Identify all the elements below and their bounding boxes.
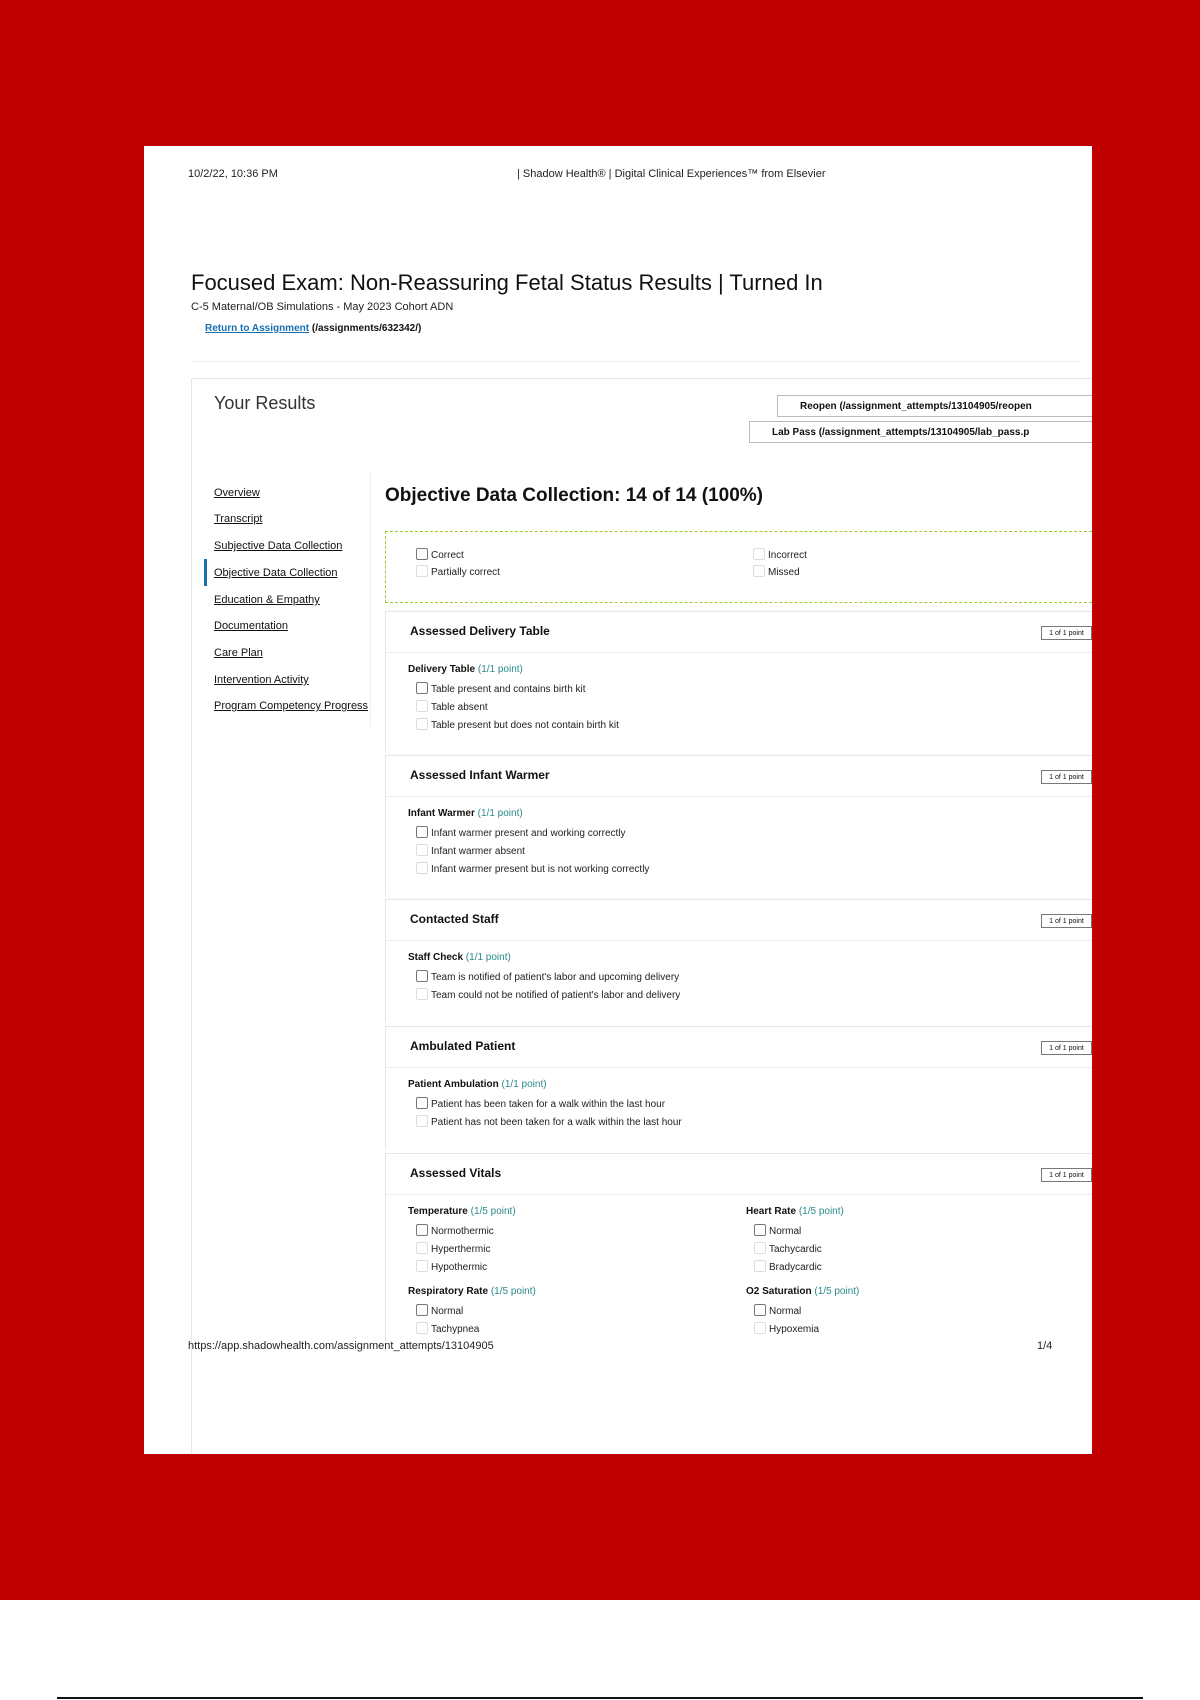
option: Infant warmer present but is not working correctly — [416, 862, 649, 875]
option-correct: Normal — [416, 1304, 463, 1317]
option-correct: Patient has been taken for a walk within the last hour — [416, 1097, 665, 1110]
option: Bradycardic — [754, 1260, 822, 1273]
checkbox-icon — [416, 1224, 428, 1236]
checkbox-icon — [416, 1242, 428, 1254]
question-label-respiratory-rate: Respiratory Rate (1/5 point) — [408, 1286, 536, 1297]
question-label: Patient Ambulation (1/1 point) — [408, 1079, 547, 1090]
assessment-card-delivery-table — [385, 611, 1092, 751]
checkbox-icon — [416, 1260, 428, 1272]
card-divider — [386, 1194, 1092, 1195]
option-correct: Team is notified of patient's labor and upcoming delivery — [416, 970, 679, 983]
checkbox-icon — [754, 1224, 766, 1236]
return-to-assignment — [205, 323, 421, 334]
nav-education-empathy[interactable]: Education & Empathy — [214, 594, 320, 606]
legend-correct: Correct — [416, 548, 464, 561]
option: Team could not be notified of patient's labor and delivery — [416, 988, 680, 1001]
option-correct: Normal — [754, 1224, 801, 1237]
checkbox-icon — [753, 565, 765, 577]
card-divider — [386, 796, 1092, 797]
checkbox-icon — [416, 1322, 428, 1334]
card-divider — [386, 652, 1092, 653]
points-badge: 1 of 1 point — [1041, 914, 1092, 928]
option: Hyperthermic — [416, 1242, 490, 1255]
nav-care-plan[interactable]: Care Plan — [214, 647, 263, 659]
points-badge: 1 of 1 point — [1041, 626, 1092, 640]
question-label: Infant Warmer (1/1 point) — [408, 808, 523, 819]
checkbox-icon — [416, 548, 428, 560]
card-heading: Ambulated Patient — [410, 1039, 516, 1053]
document-page — [144, 146, 1092, 1454]
legend-partially-correct: Partially correct — [416, 565, 500, 578]
option-correct: Infant warmer present and working correctly — [416, 826, 626, 839]
print-footer-url: https://app.shadowhealth.com/assignment_attempts/13104905 — [188, 1340, 494, 1352]
checkbox-icon — [416, 826, 428, 838]
checkbox-icon — [416, 844, 428, 856]
results-heading: Your Results — [214, 393, 316, 413]
card-heading: Contacted Staff — [410, 912, 499, 926]
nav-objective-data[interactable]: Objective Data Collection — [214, 567, 338, 579]
option-correct: Normothermic — [416, 1224, 494, 1237]
option: Hypothermic — [416, 1260, 487, 1273]
section-title: Objective Data Collection: 14 of 14 (100%) — [385, 485, 764, 506]
card-divider — [386, 1067, 1092, 1068]
checkbox-icon — [416, 1097, 428, 1109]
checkbox-icon — [416, 1115, 428, 1127]
assessment-card-ambulated-patient — [385, 1026, 1092, 1149]
points-badge: 1 of 1 point — [1041, 770, 1092, 784]
card-heading: Assessed Delivery Table — [410, 624, 550, 638]
points-badge: 1 of 1 point — [1041, 1168, 1092, 1182]
card-heading: Assessed Infant Warmer — [410, 768, 550, 782]
points-badge: 1 of 1 point — [1041, 1041, 1092, 1055]
nav-transcript[interactable]: Transcript — [214, 513, 263, 525]
checkbox-icon — [416, 565, 428, 577]
nav-divider — [370, 471, 371, 726]
option: Hypoxemia — [754, 1322, 819, 1335]
divider — [191, 361, 1081, 362]
reopen-button[interactable]: Reopen (/assignment_attempts/13104905/reopen — [777, 395, 1092, 417]
option: Table present but does not contain birth kit — [416, 718, 619, 731]
question-label-heart-rate: Heart Rate (1/5 point) — [746, 1206, 844, 1217]
print-page-number: 1/4 — [1037, 1340, 1053, 1352]
assessment-card-contacted-staff — [385, 899, 1092, 1022]
option-correct: Normal — [754, 1304, 801, 1317]
option: Table absent — [416, 700, 488, 713]
legend-missed: Missed — [753, 565, 800, 578]
assessment-card-infant-warmer — [385, 755, 1092, 895]
checkbox-icon — [754, 1304, 766, 1316]
lab-pass-button[interactable]: Lab Pass (/assignment_attempts/13104905/lab_pass.p — [749, 421, 1092, 443]
question-label-temperature: Temperature (1/5 point) — [408, 1206, 516, 1217]
card-heading: Assessed Vitals — [410, 1166, 502, 1180]
active-nav-indicator — [204, 559, 207, 586]
nav-documentation[interactable]: Documentation — [214, 620, 288, 632]
checkbox-icon — [416, 682, 428, 694]
checkbox-icon — [416, 970, 428, 982]
option: Tachycardic — [754, 1242, 822, 1255]
checkbox-icon — [416, 718, 428, 730]
checkbox-icon — [754, 1242, 766, 1254]
nav-overview[interactable]: Overview — [214, 487, 260, 499]
checkbox-icon — [416, 988, 428, 1000]
checkbox-icon — [754, 1322, 766, 1334]
checkbox-icon — [754, 1260, 766, 1272]
legend — [385, 531, 1092, 603]
question-label: Delivery Table (1/1 point) — [408, 664, 523, 675]
option: Infant warmer absent — [416, 844, 525, 857]
question-label: Staff Check (1/1 point) — [408, 952, 511, 963]
option-correct: Table present and contains birth kit — [416, 682, 586, 695]
nav-intervention-activity[interactable]: Intervention Activity — [214, 674, 309, 686]
legend-incorrect: Incorrect — [753, 548, 807, 561]
checkbox-icon — [753, 548, 765, 560]
print-date: 10/2/22, 10:36 PM — [188, 168, 278, 180]
return-to-assignment-link[interactable]: Return to Assignment — [205, 323, 310, 334]
page-subtitle: C-5 Maternal/OB Simulations - May 2023 Cohort ADN — [191, 301, 454, 313]
bottom-rule — [57, 1697, 1143, 1699]
checkbox-icon — [416, 1304, 428, 1316]
results-card — [191, 378, 1092, 1454]
option: Patient has not been taken for a walk within the last hour — [416, 1115, 682, 1128]
nav-program-competency[interactable]: Program Competency Progress — [214, 700, 369, 712]
page-title: Focused Exam: Non-Reassuring Fetal Status Results | Turned In — [191, 270, 823, 295]
return-path: (/assignments/632342/) — [311, 323, 422, 334]
checkbox-icon — [416, 862, 428, 874]
checkbox-icon — [416, 700, 428, 712]
card-divider — [386, 940, 1092, 941]
print-site-title: | Shadow Health® | Digital Clinical Experiences™ from Elsevier — [517, 168, 826, 180]
assessment-card-vitals — [385, 1153, 1092, 1353]
option: Tachypnea — [416, 1322, 479, 1335]
nav-subjective-data[interactable]: Subjective Data Collection — [214, 540, 343, 552]
question-label-o2-saturation: O2 Saturation (1/5 point) — [746, 1286, 860, 1297]
